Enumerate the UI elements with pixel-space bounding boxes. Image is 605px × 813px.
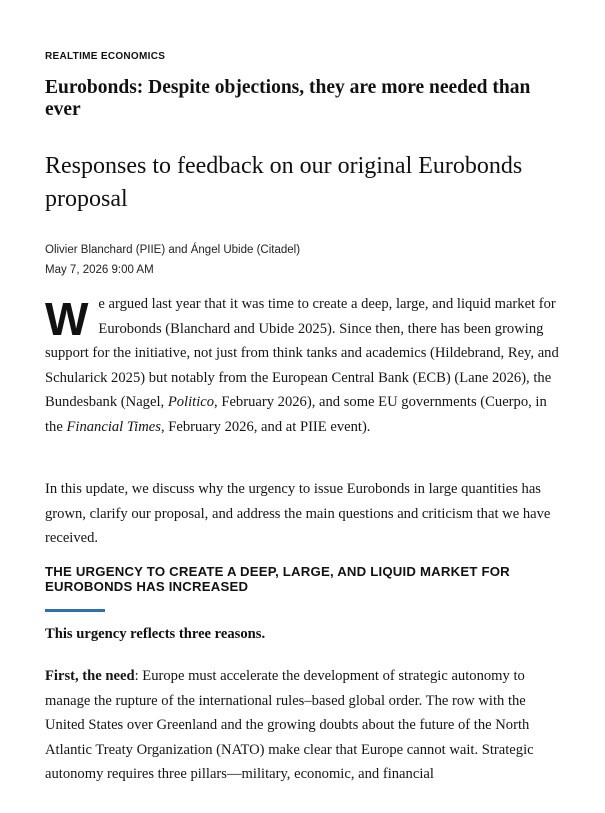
body-paragraph-3 — [45, 664, 560, 787]
paragraph-text: , February 2026, and at PIIE event). — [160, 418, 371, 435]
article-deck: Responses to feedback on our original Eurobonds proposal — [45, 153, 523, 212]
body-paragraph-1 — [45, 292, 560, 439]
section-heading: THE URGENCY TO CREATE A DEEP, LARGE, AND LIQUID MARKET FOR EUROBONDS HAS INCREASED — [45, 564, 510, 594]
paragraph-subheading: This urgency reflects three reasons. — [45, 626, 266, 642]
paragraph-text: e argued last year that it was time to create a deep, large, and liquid market for Eurobonds (Blanchard and Ubide 2025). Since then, there has been growing support for the initiative, not just from think tanks and academics (Hildebrand, Rey, and Schularick 2025) but notably from the European Central Bank (ECB) (Lane 2026), the Bundesbank (Nagel, — [45, 296, 559, 410]
section-accent-rule — [45, 609, 105, 612]
paragraph-lead: First, the need — [45, 668, 135, 684]
author-byline[interactable]: Olivier Blanchard (PIIE) and Ángel Ubide (Citadel) — [45, 244, 301, 256]
source-title-ft: Financial Times — [66, 418, 161, 435]
publish-date: May 7, 2026 9:00 AM — [45, 264, 154, 276]
paragraph-text: , February 2026), and some EU governments (Cuerpo, in the — [45, 394, 547, 435]
article-headline: Eurobonds: Despite objections, they are more needed than ever — [45, 77, 531, 120]
body-paragraph-2: In this update, we discuss why the urgency to issue Eurobonds in large quantities has grown, clarify our proposal, and address the main questions and criticism that we have received. — [45, 481, 551, 546]
section-kicker-link[interactable]: REALTIME ECONOMICS — [45, 51, 166, 62]
source-title-politico: Politico — [167, 394, 215, 410]
paragraph-text: : Europe must accelerate the development of strategic autonomy to manage the rupture of the international rules–based global order. The row with the United States over Greenland and the growing doubts about the future of the North Atlantic Treaty Organization (NATO) make clear that Europe cannot wait. Strategic autonomy requires three pillars—military, economic, and financial — [45, 668, 534, 782]
drop-cap: W — [45, 293, 89, 345]
